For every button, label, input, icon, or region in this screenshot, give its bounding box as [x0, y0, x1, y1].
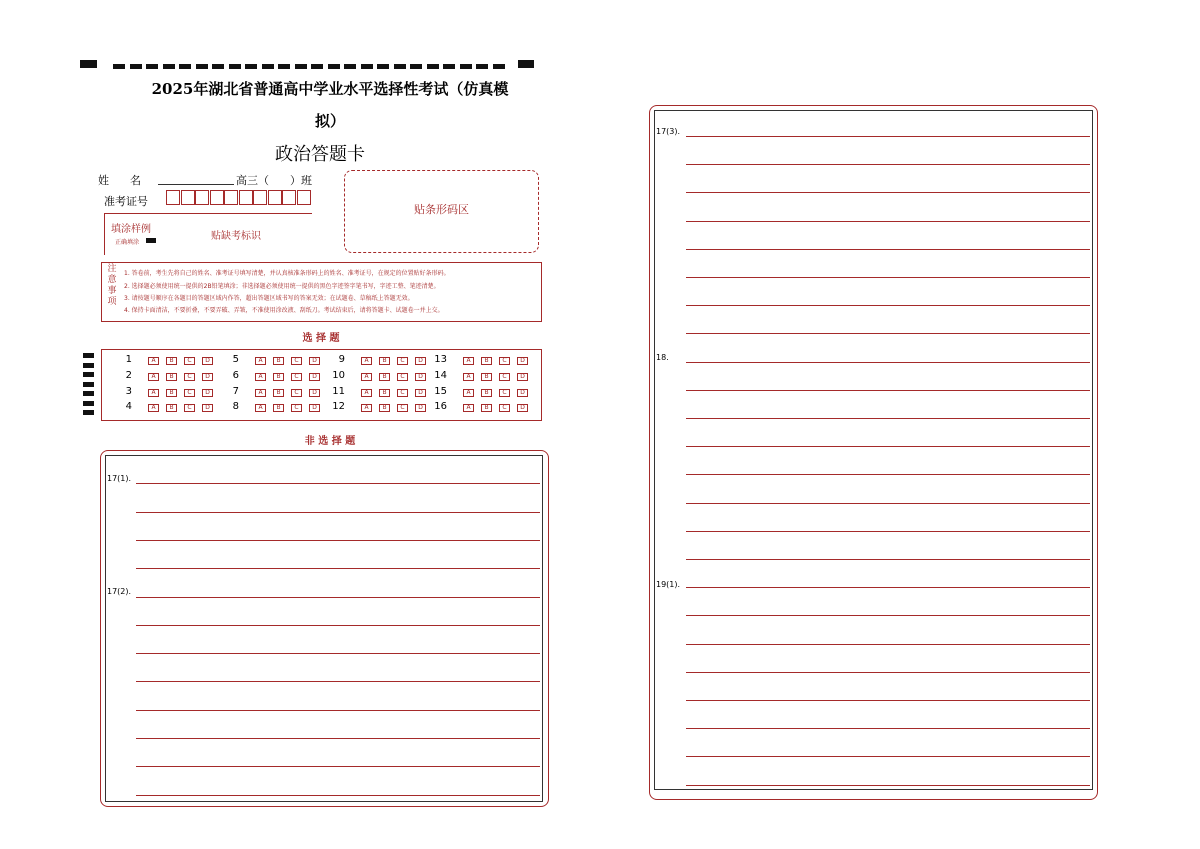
- dash-segment: [361, 64, 373, 69]
- timing-mark: [83, 382, 94, 387]
- answer-line: [136, 568, 540, 569]
- choice-option-c[interactable]: C: [499, 357, 510, 365]
- fill-sample-label: 填涂样例: [111, 224, 151, 235]
- choice-option-c[interactable]: C: [397, 389, 408, 397]
- choice-question-number: 1: [125, 354, 132, 365]
- barcode-area: [344, 170, 539, 253]
- choice-option-c[interactable]: C: [184, 404, 195, 412]
- choice-option-b[interactable]: B: [481, 373, 492, 381]
- timing-mark: [83, 372, 94, 377]
- choice-option-a[interactable]: A: [463, 389, 474, 397]
- choice-question-number: 6: [232, 370, 239, 381]
- notice-item: 1. 答卷前，考生先将自己的姓名、准考证号填写清楚，并认真核准条形码上的姓名、准考证号，在规定的位置贴好条形码。: [124, 270, 450, 277]
- choice-option-b[interactable]: B: [379, 373, 390, 381]
- answer-line: [686, 390, 1090, 391]
- answer-line: [686, 249, 1090, 250]
- choice-option-a[interactable]: A: [255, 404, 266, 412]
- timing-mark: [83, 353, 94, 358]
- notice-heading-char: 意: [107, 275, 117, 285]
- answer-line: [686, 531, 1090, 532]
- choice-option-d[interactable]: D: [202, 389, 213, 397]
- timing-mark: [83, 410, 94, 415]
- choice-option-a[interactable]: A: [148, 373, 159, 381]
- answer-line: [686, 644, 1090, 645]
- answer-line: [686, 333, 1090, 334]
- choice-option-d[interactable]: D: [415, 389, 426, 397]
- answer-line: [136, 540, 540, 541]
- id-digit-box[interactable]: [239, 190, 253, 205]
- id-digit-box[interactable]: [195, 190, 209, 205]
- top-left-marker: [80, 60, 97, 68]
- name-field[interactable]: [158, 184, 234, 185]
- answer-line: [136, 738, 540, 739]
- dash-segment: [493, 64, 505, 69]
- nonchoice-section-heading: 非 选 择 题: [304, 436, 356, 447]
- choice-option-a[interactable]: A: [361, 373, 372, 381]
- dash-segment: [196, 64, 208, 69]
- choice-option-c[interactable]: C: [184, 373, 195, 381]
- dash-segment: [146, 64, 158, 69]
- choice-section-heading: 选 择 题: [302, 333, 340, 344]
- answer-line: [686, 672, 1090, 673]
- timing-mark: [83, 401, 94, 406]
- choice-option-a[interactable]: A: [361, 357, 372, 365]
- answer-line: [686, 474, 1090, 475]
- question-19-1-label: 19(1).: [656, 580, 681, 589]
- dash-segment: [278, 64, 290, 69]
- dash-segment: [328, 64, 340, 69]
- choice-question-number: 11: [332, 386, 345, 397]
- dash-segment: [163, 64, 175, 69]
- dash-segment: [245, 64, 257, 69]
- notice-heading: [106, 264, 118, 308]
- choice-option-a[interactable]: A: [463, 373, 474, 381]
- choice-option-a[interactable]: A: [148, 357, 159, 365]
- answer-line: [136, 766, 540, 767]
- question-17-2-label: 17(2).: [107, 587, 132, 596]
- choice-option-c[interactable]: C: [291, 373, 302, 381]
- notice-heading-char: 注: [107, 264, 117, 274]
- right-answer-inner-frame[interactable]: [654, 110, 1093, 790]
- exam-title-line1: 2025年湖北省普通高中学业水平选择性考试（仿真模: [151, 80, 509, 98]
- choice-question-number: 2: [125, 370, 132, 381]
- answer-line: [686, 503, 1090, 504]
- top-right-marker: [518, 60, 534, 68]
- answer-line: [136, 625, 540, 626]
- id-digit-box[interactable]: [268, 190, 282, 205]
- dash-segment: [130, 64, 142, 69]
- question-17-3-label: 17(3).: [656, 127, 681, 136]
- timing-mark: [83, 363, 94, 368]
- choice-option-c[interactable]: C: [499, 404, 510, 412]
- choice-question-number: 3: [125, 386, 132, 397]
- choice-question-number: 9: [338, 354, 345, 365]
- choice-option-d[interactable]: D: [517, 357, 528, 365]
- choice-question-number: 14: [434, 370, 447, 381]
- choice-option-c[interactable]: C: [291, 389, 302, 397]
- name-label: 姓 名: [98, 174, 141, 187]
- answer-line: [686, 221, 1090, 222]
- notice-item: 3. 请按题号顺序在各题目的答题区域内作答，超出答题区域书写的答案无效；在试题卷、草稿纸上答题无效。: [124, 295, 414, 302]
- answer-line: [686, 164, 1090, 165]
- choice-option-b[interactable]: B: [273, 404, 284, 412]
- answer-line: [136, 483, 540, 484]
- dash-segment: [427, 64, 439, 69]
- dash-segment: [410, 64, 422, 69]
- class-label: 高三（ ）班: [236, 174, 312, 187]
- answer-line: [686, 446, 1090, 447]
- choice-option-a[interactable]: A: [255, 373, 266, 381]
- choice-question-number: 13: [434, 354, 447, 365]
- choice-option-a[interactable]: A: [148, 404, 159, 412]
- left-answer-inner-frame[interactable]: [105, 455, 543, 802]
- question-17-1-label: 17(1).: [107, 474, 132, 483]
- choice-option-b[interactable]: B: [166, 373, 177, 381]
- dash-segment: [394, 64, 406, 69]
- choice-option-c[interactable]: C: [291, 404, 302, 412]
- answer-line: [686, 700, 1090, 701]
- choice-option-b[interactable]: B: [481, 404, 492, 412]
- choice-question-number: 10: [332, 370, 345, 381]
- id-digit-box[interactable]: [282, 190, 296, 205]
- dash-segment: [311, 64, 323, 69]
- fill-sample-box: [104, 213, 312, 255]
- answer-line: [136, 795, 540, 796]
- answer-line: [686, 615, 1090, 616]
- choice-option-b[interactable]: B: [166, 357, 177, 365]
- answer-line: [686, 305, 1090, 306]
- choice-option-b[interactable]: B: [481, 357, 492, 365]
- dash-segment: [377, 64, 389, 69]
- notice-heading-char: 事: [107, 286, 117, 296]
- choice-option-b[interactable]: B: [379, 357, 390, 365]
- choice-option-a[interactable]: A: [361, 389, 372, 397]
- choice-option-d[interactable]: D: [202, 404, 213, 412]
- choice-option-d[interactable]: D: [202, 373, 213, 381]
- answer-line: [686, 587, 1090, 588]
- choice-question-number: 5: [232, 354, 239, 365]
- answer-line: [686, 756, 1090, 757]
- exam-title-line2: 拟）: [314, 112, 345, 130]
- id-digit-box[interactable]: [253, 190, 267, 205]
- choice-option-d[interactable]: D: [517, 404, 528, 412]
- choice-option-d[interactable]: D: [309, 357, 320, 365]
- choice-option-b[interactable]: B: [481, 389, 492, 397]
- dash-segment: [344, 64, 356, 69]
- choice-option-b[interactable]: B: [166, 389, 177, 397]
- choice-option-b[interactable]: B: [273, 389, 284, 397]
- choice-question-number: 12: [332, 401, 345, 412]
- choice-question-number: 7: [232, 386, 239, 397]
- answer-line: [686, 362, 1090, 363]
- answer-line: [136, 512, 540, 513]
- choice-option-a[interactable]: A: [148, 389, 159, 397]
- choice-option-d[interactable]: D: [309, 389, 320, 397]
- answer-line: [686, 277, 1090, 278]
- choice-option-c[interactable]: C: [291, 357, 302, 365]
- choice-option-d[interactable]: D: [202, 357, 213, 365]
- answer-line: [686, 785, 1090, 786]
- page-title: 政治答题卡: [275, 144, 365, 165]
- choice-option-c[interactable]: C: [397, 404, 408, 412]
- notice-item: 2. 选择题必须使用统一提供的2B铅笔填涂；非选择题必须使用统一提供的黑色字迹签字笔书写，字迹工整、笔迹清楚。: [124, 283, 440, 290]
- choice-option-d[interactable]: D: [517, 373, 528, 381]
- dash-segment: [212, 64, 224, 69]
- choice-option-a[interactable]: A: [463, 404, 474, 412]
- choice-option-b[interactable]: B: [379, 389, 390, 397]
- choice-option-b[interactable]: B: [273, 357, 284, 365]
- answer-line: [136, 681, 540, 682]
- choice-option-d[interactable]: D: [309, 373, 320, 381]
- choice-option-d[interactable]: D: [415, 373, 426, 381]
- choice-option-c[interactable]: C: [184, 389, 195, 397]
- choice-option-d[interactable]: D: [415, 404, 426, 412]
- choice-option-c[interactable]: C: [499, 373, 510, 381]
- choice-option-a[interactable]: A: [361, 404, 372, 412]
- dash-segment: [460, 64, 472, 69]
- dash-segment: [229, 64, 241, 69]
- choice-option-b[interactable]: B: [273, 373, 284, 381]
- choice-option-c[interactable]: C: [499, 389, 510, 397]
- answer-line: [136, 597, 540, 598]
- choice-question-number: 16: [434, 401, 447, 412]
- absent-mark-label: 贴缺考标识: [211, 231, 261, 242]
- timing-mark: [83, 391, 94, 396]
- dash-segment: [476, 64, 488, 69]
- answer-line: [136, 710, 540, 711]
- dash-segment: [443, 64, 455, 69]
- choice-option-d[interactable]: D: [517, 389, 528, 397]
- id-digit-box[interactable]: [297, 190, 311, 205]
- dash-segment: [113, 64, 125, 69]
- choice-question-number: 15: [434, 386, 447, 397]
- notice-heading-char: 项: [107, 297, 117, 307]
- choice-option-c[interactable]: C: [397, 357, 408, 365]
- choice-option-b[interactable]: B: [166, 404, 177, 412]
- dash-segment: [295, 64, 307, 69]
- id-digit-box[interactable]: [224, 190, 238, 205]
- id-digit-box[interactable]: [166, 190, 180, 205]
- choice-option-c[interactable]: C: [397, 373, 408, 381]
- answer-line: [136, 653, 540, 654]
- answer-line: [686, 559, 1090, 560]
- correct-fill-label: 正确填涂: [115, 239, 140, 246]
- choice-option-a[interactable]: A: [255, 357, 266, 365]
- choice-question-number: 4: [125, 401, 132, 412]
- choice-option-a[interactable]: A: [255, 389, 266, 397]
- choice-question-number: 8: [232, 401, 239, 412]
- notice-item: 4. 保持卡面清洁，不要折叠，不要弄破、弄皱，不准使用涂改液、刮纸刀。考试结束后，请将答题卡、试题卷一并上交。: [124, 307, 444, 314]
- dash-segment: [262, 64, 274, 69]
- answer-line: [686, 136, 1090, 137]
- question-18-label: 18.: [656, 353, 669, 362]
- choice-option-a[interactable]: A: [463, 357, 474, 365]
- choice-option-b[interactable]: B: [379, 404, 390, 412]
- dash-segment: [179, 64, 191, 69]
- id-digit-box[interactable]: [181, 190, 195, 205]
- answer-line: [686, 418, 1090, 419]
- choice-option-c[interactable]: C: [184, 357, 195, 365]
- id-digit-box[interactable]: [210, 190, 224, 205]
- student-id-label: 准考证号: [104, 195, 148, 208]
- choice-option-d[interactable]: D: [415, 357, 426, 365]
- answer-line: [686, 192, 1090, 193]
- answer-line: [686, 728, 1090, 729]
- correct-fill-mark: [146, 238, 156, 243]
- barcode-label: 贴条形码区: [414, 203, 469, 216]
- choice-option-d[interactable]: D: [309, 404, 320, 412]
